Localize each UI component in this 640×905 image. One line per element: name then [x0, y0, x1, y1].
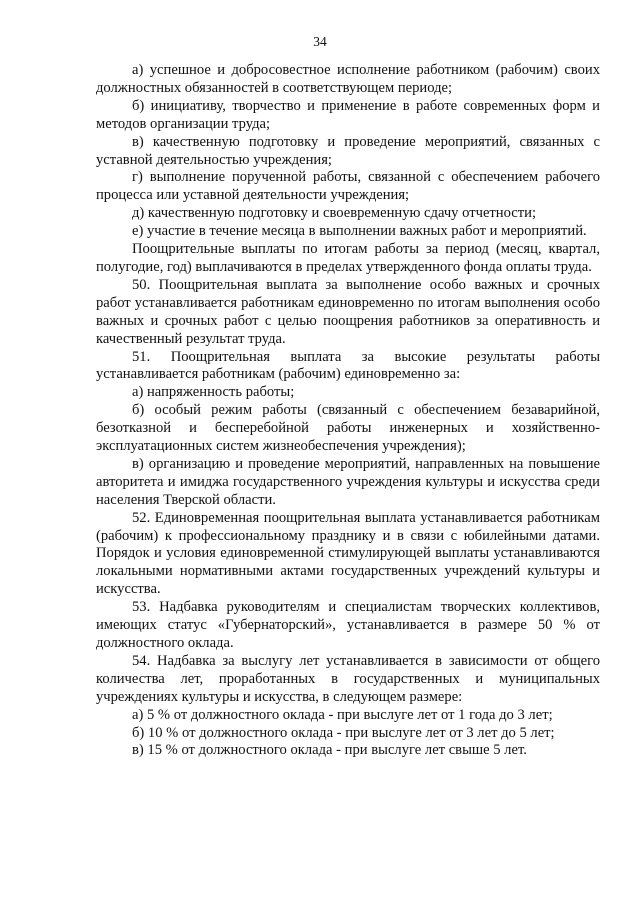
paragraph-54-item-v: в) 15 % от должностного оклада - при выслуге лет свыше 5 лет.	[132, 742, 527, 759]
paragraph-54-item-a: а) 5 % от должностного оклада - при выслуге лет от 1 года до 3 лет;	[132, 706, 553, 723]
paragraph-item-d-reporting: д) качественную подготовку и своевременную сдачу отчетности;	[132, 205, 536, 222]
paragraph-section-53: 53. Надбавка руководителям и специалистам творческих коллективов, имеющих статус «Губернаторский», устанавливается в размере 50 % от должностного оклада.	[96, 599, 600, 651]
paragraph-section-50: 50. Поощрительная выплата за выполнение особо важных и срочных работ устанавливается работникам единовременно по итогам выполнения особо важных и срочных работ с целью поощрения работников за оперативность и качественный результат труда.	[96, 276, 600, 347]
paragraph-51-item-v: в) организацию и проведение мероприятий, направленных на повышение авторитета и имиджа государственного учреждения культуры и искусства среди населения Тверской области.	[96, 455, 600, 508]
paragraph-section-52: 52. Единовременная поощрительная выплата устанавливается работникам (рабочим) к профессиональному празднику и в связи с юбилейными датами. Порядок и условия единовременной стимулирующей выплаты устанавливаются локальными нормативными актами государственных учреждений культуры и искусства.	[96, 509, 600, 598]
paragraph-item-b-initiative: б) инициативу, творчество и применение в работе современных форм и методов организации труда;	[96, 97, 600, 132]
paragraph-item-v-quality-preparation: в) качественную подготовку и проведение мероприятий, связанных с уставной деятельностью учреждения;	[96, 133, 600, 168]
page-number: 34	[313, 34, 327, 49]
paragraph-item-g-assigned-work: г) выполнение порученной работы, связанной с обеспечением рабочего процесса или уставной деятельности учреждения;	[96, 169, 600, 204]
paragraph-51-item-a: а) напряженность работы;	[132, 384, 295, 401]
paragraph-section-54: 54. Надбавка за выслугу лет устанавливается в зависимости от общего количества лет, проработанных в государственных и муниципальных учреждениях культуры и искусства, в следующем размере:	[96, 652, 600, 705]
paragraph-51-item-b: б) особый режим работы (связанный с обеспечением безаварийной, безотказной и бесперебойной работы инженерных и хозяйственно-эксплуатационных систем жизнеобеспечения учреждения);	[96, 402, 600, 455]
paragraph-incentive-payments-period: Поощрительные выплаты по итогам работы за период (месяц, квартал, полугодие, год) выплачиваются в пределах утвержденного фонда оплаты труда.	[96, 241, 600, 275]
paragraph-section-51: 51. Поощрительная выплата за высокие результаты работы устанавливается работникам (рабочим) единовременно за:	[96, 348, 600, 383]
paragraph-item-a-conscientious-performance: а) успешное и добросовестное исполнение работником (рабочим) своих должностных обязанностей в соответствующем периоде;	[96, 62, 600, 96]
document-body	[96, 62, 600, 760]
paragraph-54-item-b: б) 10 % от должностного оклада - при выслуге лет от 3 лет до 5 лет;	[132, 724, 555, 741]
paragraph-item-e-participation: е) участие в течение месяца в выполнении важных работ и мероприятий.	[132, 223, 587, 240]
